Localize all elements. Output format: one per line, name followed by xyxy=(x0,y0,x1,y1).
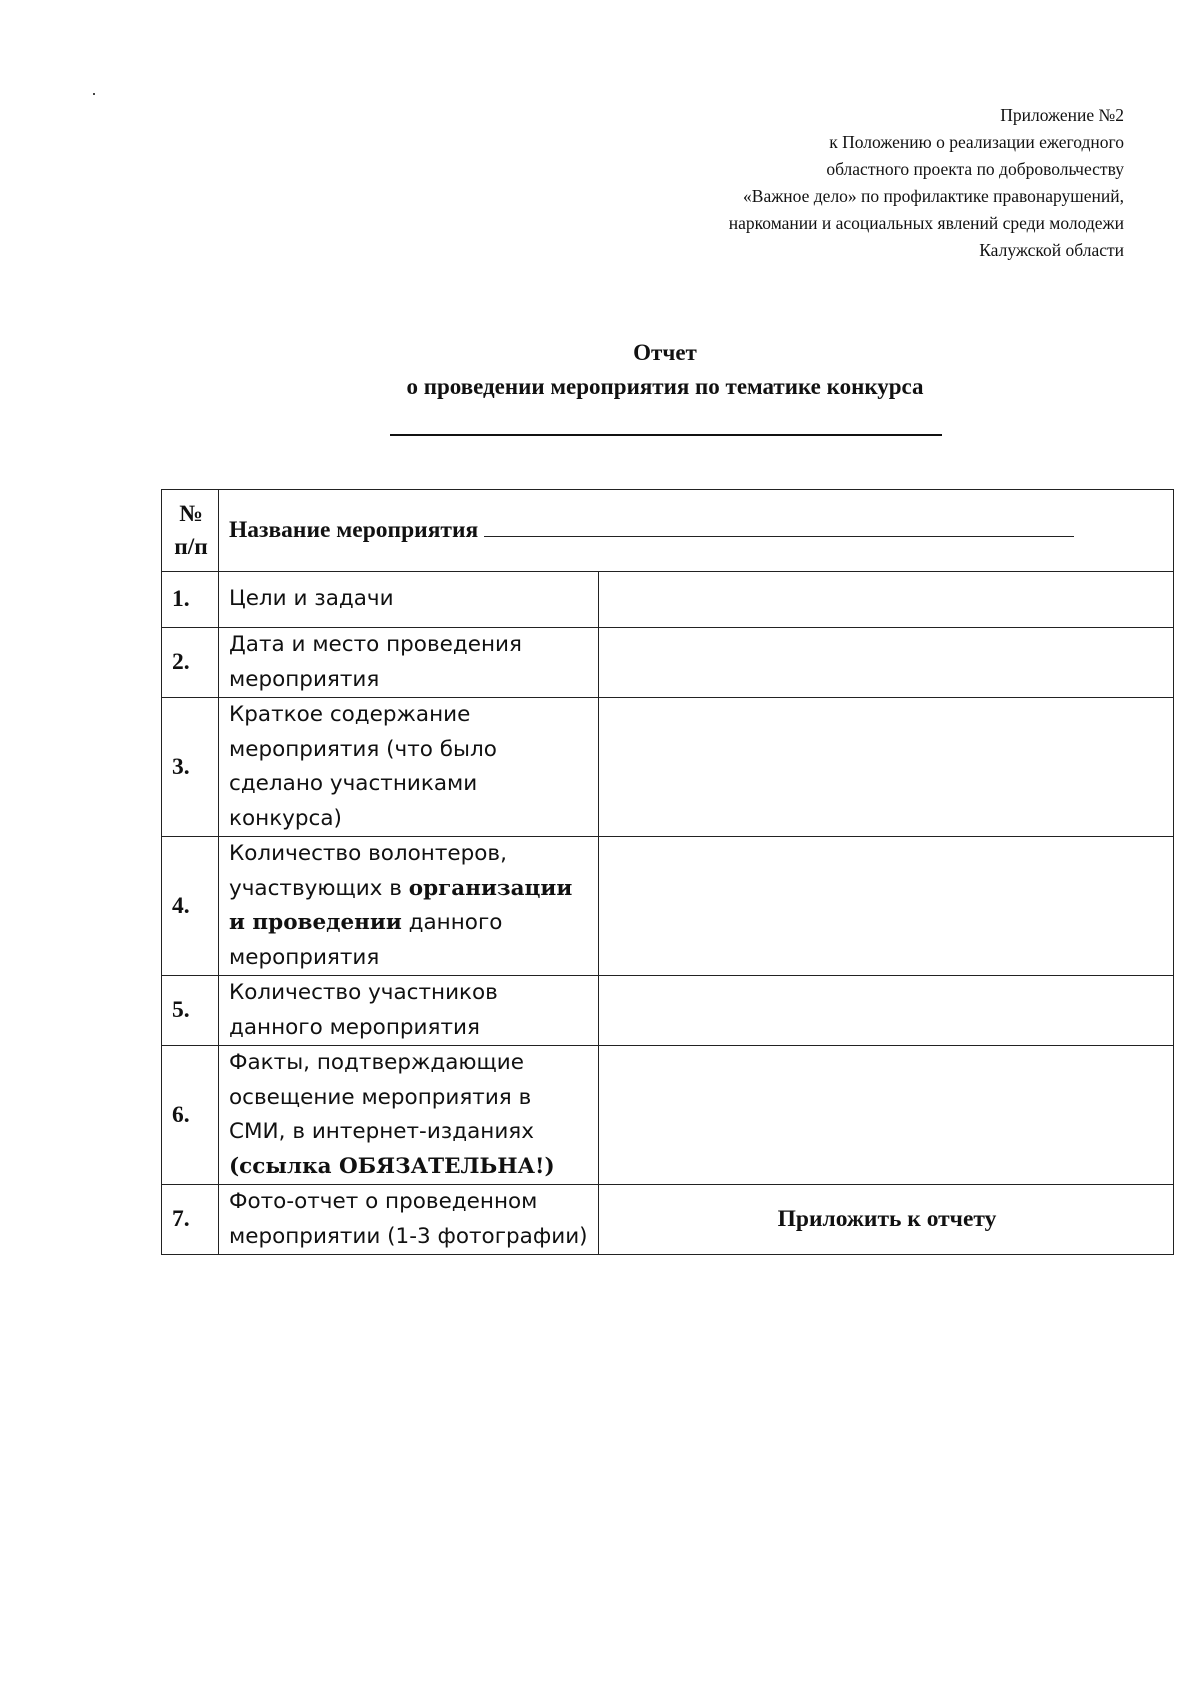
row-number: 5. xyxy=(162,976,219,1046)
row-value-cell[interactable] xyxy=(599,628,1174,698)
row-number: 4. xyxy=(162,837,219,976)
event-name-blank[interactable] xyxy=(484,516,1074,537)
row-number: 2. xyxy=(162,628,219,698)
row-label: Дата и место проведения мероприятия xyxy=(219,628,599,698)
title-blank-line xyxy=(390,434,942,436)
report-title-main: Отчет xyxy=(633,340,697,365)
row-label xyxy=(219,837,599,976)
event-name-label: Название мероприятия xyxy=(229,517,479,544)
row-label-emphasis: (ссылка ОБЯЗАТЕЛЬНА!) xyxy=(229,1153,555,1179)
row-value-cell[interactable] xyxy=(599,1046,1174,1185)
row-number: 7. xyxy=(162,1185,219,1255)
row-label: Количество участников данного мероприятия xyxy=(219,976,599,1046)
row-value-cell[interactable] xyxy=(599,572,1174,628)
table-row xyxy=(162,1046,1174,1185)
appendix-line: Калужской области xyxy=(979,240,1124,260)
row-value-cell[interactable] xyxy=(599,698,1174,837)
report-title-sub: о проведении мероприятия по тематике конкурса xyxy=(406,374,924,399)
number-sign: № xyxy=(179,500,203,527)
row-label-text: Факты, подтверждающие освещение мероприятия в СМИ, в интернет-изданиях xyxy=(229,1050,534,1144)
row-number: 6. xyxy=(162,1046,219,1185)
row-label: Цели и задачи xyxy=(219,572,599,628)
scan-speck xyxy=(93,93,95,95)
row-label-text: данного мероприятия xyxy=(229,910,503,970)
table-row xyxy=(162,837,1174,976)
row-value-cell[interactable] xyxy=(599,976,1174,1046)
report-title xyxy=(0,336,1200,404)
row-label-text: Количество волонтеров, участвующих в xyxy=(229,841,507,901)
table-header-row xyxy=(162,490,1174,572)
row-label-emphasis: организации и проведении xyxy=(229,875,573,935)
event-name-cell xyxy=(219,490,1174,572)
appendix-line: к Положению о реализации ежегодного xyxy=(829,132,1124,152)
number-abbrev: п/п xyxy=(174,533,208,560)
appendix-header xyxy=(504,102,1124,264)
attach-note: Приложить к отчету xyxy=(599,1185,1174,1255)
table-row xyxy=(162,698,1174,837)
appendix-line: «Важное дело» по профилактике правонарушений, xyxy=(743,186,1124,206)
appendix-line: Приложение №2 xyxy=(1000,105,1124,125)
row-number: 3. xyxy=(162,698,219,837)
row-number-header xyxy=(162,490,219,572)
report-table xyxy=(161,489,1174,1255)
table-row xyxy=(162,572,1174,628)
row-label: Фото-отчет о проведенном мероприятии (1-3 фотографии) xyxy=(219,1185,599,1255)
row-value-cell[interactable] xyxy=(599,837,1174,976)
table-row xyxy=(162,976,1174,1046)
table-row xyxy=(162,1185,1174,1255)
appendix-line: наркомании и асоциальных явлений среди молодежи xyxy=(728,213,1124,233)
appendix-line: областного проекта по добровольчеству xyxy=(826,159,1124,179)
row-number: 1. xyxy=(162,572,219,628)
table-row xyxy=(162,628,1174,698)
row-label xyxy=(219,1046,599,1185)
row-label: Краткое содержание мероприятия (что было сделано участниками конкурса) xyxy=(219,698,599,837)
